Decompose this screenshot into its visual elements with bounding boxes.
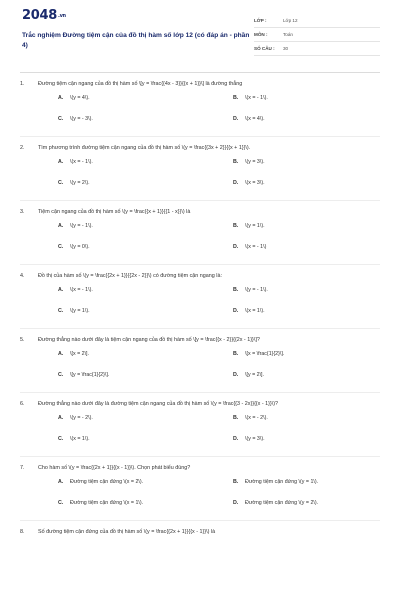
option-c[interactable]: [58, 307, 90, 315]
question-divider: [20, 392, 380, 393]
option-letter: C.: [58, 244, 64, 250]
option-c[interactable]: [58, 243, 90, 251]
option-a[interactable]: [58, 158, 93, 166]
option-letter: A.: [58, 287, 64, 293]
question-number: 3.: [20, 209, 25, 215]
option-b[interactable]: [233, 286, 268, 294]
option-letter: D.: [233, 244, 239, 250]
logo-suffix: .vn: [57, 13, 66, 19]
option-text: \(x = - 2\).: [245, 415, 268, 421]
option-text: \(y = 4\).: [70, 95, 90, 101]
option-text: \[y = 2\].: [245, 372, 264, 378]
option-c[interactable]: [58, 115, 93, 123]
option-b[interactable]: [233, 350, 284, 358]
answer-options: [20, 94, 380, 132]
question-number: 7.: [20, 465, 25, 471]
meta-value: Lớp 12: [283, 18, 298, 23]
option-text: \(y = 3\).: [245, 436, 265, 442]
option-letter: C.: [58, 436, 64, 442]
option-text: \(y = - 1\).: [70, 223, 93, 229]
question-divider: [20, 136, 380, 137]
option-text: \(y = - 2\).: [70, 415, 93, 421]
question-text: Tiệm cận ngang của đồ thị hàm số \(y = \frac{{x + 1}}{{1 - x}}\) là: [38, 209, 191, 215]
question-stem: [20, 208, 380, 217]
document-meta: [254, 15, 380, 57]
meta-row-count: [254, 43, 380, 56]
option-text: \(x = - 1\).: [245, 95, 268, 101]
option-c[interactable]: [58, 435, 90, 443]
option-letter: D.: [233, 500, 239, 506]
option-b[interactable]: [233, 94, 268, 102]
option-text: \(y = 2\).: [70, 180, 90, 186]
option-text: \[x = \frac{1}{2}\].: [245, 351, 285, 357]
question-divider: [20, 264, 380, 265]
question-divider: [20, 200, 380, 201]
option-letter: C.: [58, 308, 64, 314]
question-stem: [20, 80, 380, 89]
option-letter: B.: [233, 351, 239, 357]
question-divider: [20, 456, 380, 457]
meta-key: SỐ CÂU :: [254, 46, 275, 51]
option-d[interactable]: [233, 179, 265, 187]
option-d[interactable]: [233, 307, 265, 315]
answer-options: [20, 478, 380, 516]
question-divider: [20, 328, 380, 329]
option-text: \(x = - 1\).: [70, 287, 93, 293]
option-d[interactable]: [233, 371, 264, 379]
option-letter: A.: [58, 159, 64, 165]
option-a[interactable]: [58, 478, 143, 486]
meta-value: 30: [283, 46, 289, 51]
option-d[interactable]: [233, 435, 265, 443]
question-4: [0, 272, 400, 324]
question-stem: [20, 336, 380, 345]
option-text: \(x = 1\).: [245, 308, 265, 314]
option-letter: D.: [233, 308, 239, 314]
question-number: 2.: [20, 145, 25, 151]
question-1: [0, 80, 400, 132]
answer-options: [20, 158, 380, 196]
option-a[interactable]: [58, 414, 93, 422]
option-letter: D.: [233, 180, 239, 186]
option-d[interactable]: [233, 243, 266, 251]
question-text: Tìm phương trình đường tiệm cận ngang của đồ thị hàm số \(y = \frac{{3x + 2}}{{x + 1}}\).: [38, 145, 251, 151]
document-header: [0, 0, 400, 62]
question-5: [0, 336, 400, 388]
question-6: [0, 400, 400, 452]
question-2: [0, 144, 400, 196]
option-text: \(y = - 3\).: [70, 116, 93, 122]
option-text: \(y = - 1\).: [245, 287, 268, 293]
logo-text: 2048: [22, 8, 57, 23]
question-number: 5.: [20, 337, 25, 343]
option-letter: B.: [233, 223, 239, 229]
option-letter: B.: [233, 287, 239, 293]
option-letter: B.: [233, 159, 239, 165]
option-letter: C.: [58, 180, 64, 186]
meta-value: Toán: [283, 32, 293, 37]
question-stem: [20, 272, 380, 281]
option-letter: B.: [233, 479, 239, 485]
question-7: [0, 464, 400, 516]
option-letter: A.: [58, 415, 64, 421]
option-letter: C.: [58, 372, 64, 378]
option-text: \(x = 1\).: [70, 436, 90, 442]
question-text: Đường tiệm cận ngang của đồ thị hàm số \[y = \frac{{4x - 3}}{{x + 1}}\] là đường thẳng: [38, 81, 243, 87]
option-c[interactable]: [58, 371, 109, 379]
option-a[interactable]: [58, 222, 93, 230]
meta-key: LỚP :: [254, 18, 267, 23]
option-text: \[y = \frac{1}{2}\].: [70, 372, 110, 378]
answer-options: [20, 414, 380, 452]
question-divider: [20, 520, 380, 521]
option-text: Đường tiệm cận đứng \(x = 2\).: [70, 479, 144, 485]
question-text: Số đường tiệm cận đứng của đồ thị hàm số \(y = \frac{{2x + 1}}{{x - 1}}\) là: [38, 529, 216, 535]
option-text: \(x = 4\).: [245, 116, 265, 122]
answer-options: [20, 222, 380, 260]
option-c[interactable]: [58, 179, 90, 187]
option-c[interactable]: [58, 499, 143, 507]
question-number: 8.: [20, 529, 25, 535]
site-logo[interactable]: [22, 8, 66, 23]
option-letter: C.: [58, 500, 64, 506]
question-text: Đồ thị của hàm số \(y = \frac{{2x + 1}}{{2x - 2}}\) có đường tiệm cận ngang là:: [38, 273, 222, 279]
option-a[interactable]: [58, 286, 93, 294]
option-letter: C.: [58, 116, 64, 122]
option-text: \(y = 0\).: [70, 244, 90, 250]
question-stem: [20, 400, 380, 409]
option-text: \(x = - 1\).: [70, 159, 93, 165]
option-letter: A.: [58, 223, 64, 229]
option-text: Đường tiệm cận đứng \(y = 1\).: [245, 479, 319, 485]
option-d[interactable]: [233, 499, 318, 507]
option-letter: D.: [233, 372, 239, 378]
option-b[interactable]: [233, 478, 318, 486]
option-letter: A.: [58, 479, 64, 485]
question-text: Cho hàm số \(y = \frac{{2x + 1}}{{x - 1}}\). Chọn phát biểu đúng?: [38, 465, 191, 471]
header-divider: [20, 72, 380, 73]
meta-row-class: [254, 15, 380, 28]
option-d[interactable]: [233, 115, 265, 123]
option-b[interactable]: [233, 158, 265, 166]
option-a[interactable]: [58, 350, 89, 358]
option-b[interactable]: [233, 222, 265, 230]
question-stem: [20, 144, 380, 153]
option-text: Đường tiệm cận đứng \(x = 1\).: [70, 500, 144, 506]
option-text: Đường tiệm cận đứng \(y = 2\).: [245, 500, 319, 506]
question-text: Đường thẳng nào dưới đây là đường tiệm cận ngang của đồ thị hàm số \(y = \frac{{3 - 2x}}{{x - 1}}\)?: [38, 401, 279, 407]
option-letter: B.: [233, 95, 239, 101]
question-list: [0, 80, 400, 537]
question-number: 1.: [20, 81, 25, 87]
option-letter: D.: [233, 116, 239, 122]
option-text: \(x = - 1\): [245, 244, 267, 250]
question-8: [0, 528, 400, 537]
question-3: [0, 208, 400, 260]
question-stem: [20, 464, 380, 473]
option-text: \(y = 1\).: [245, 223, 265, 229]
option-letter: D.: [233, 436, 239, 442]
meta-key: MÔN :: [254, 32, 268, 37]
option-text: \(y = 3\).: [245, 159, 265, 165]
option-letter: A.: [58, 351, 64, 357]
answer-options: [20, 286, 380, 324]
meta-row-subject: [254, 29, 380, 42]
option-text: \(x = 3\).: [245, 180, 265, 186]
answer-options: [20, 350, 380, 388]
page-title: Trắc nghiệm Đường tiệm cận của đồ thị hàm số lớp 12 (có đáp án - phần 4): [22, 32, 250, 49]
question-text: Đường thẳng nào dưới đây là tiệm cận ngang của đồ thị hàm số \[y = \frac{{x - 2}}{{2x - 1}}\]?: [38, 337, 260, 343]
question-stem: [20, 528, 380, 537]
option-letter: B.: [233, 415, 239, 421]
option-text: \[x = 2\].: [70, 351, 89, 357]
option-a[interactable]: [58, 94, 90, 102]
option-letter: A.: [58, 95, 64, 101]
option-text: \(y = 1\).: [70, 308, 90, 314]
question-number: 6.: [20, 401, 25, 407]
option-b[interactable]: [233, 414, 268, 422]
question-number: 4.: [20, 273, 25, 279]
